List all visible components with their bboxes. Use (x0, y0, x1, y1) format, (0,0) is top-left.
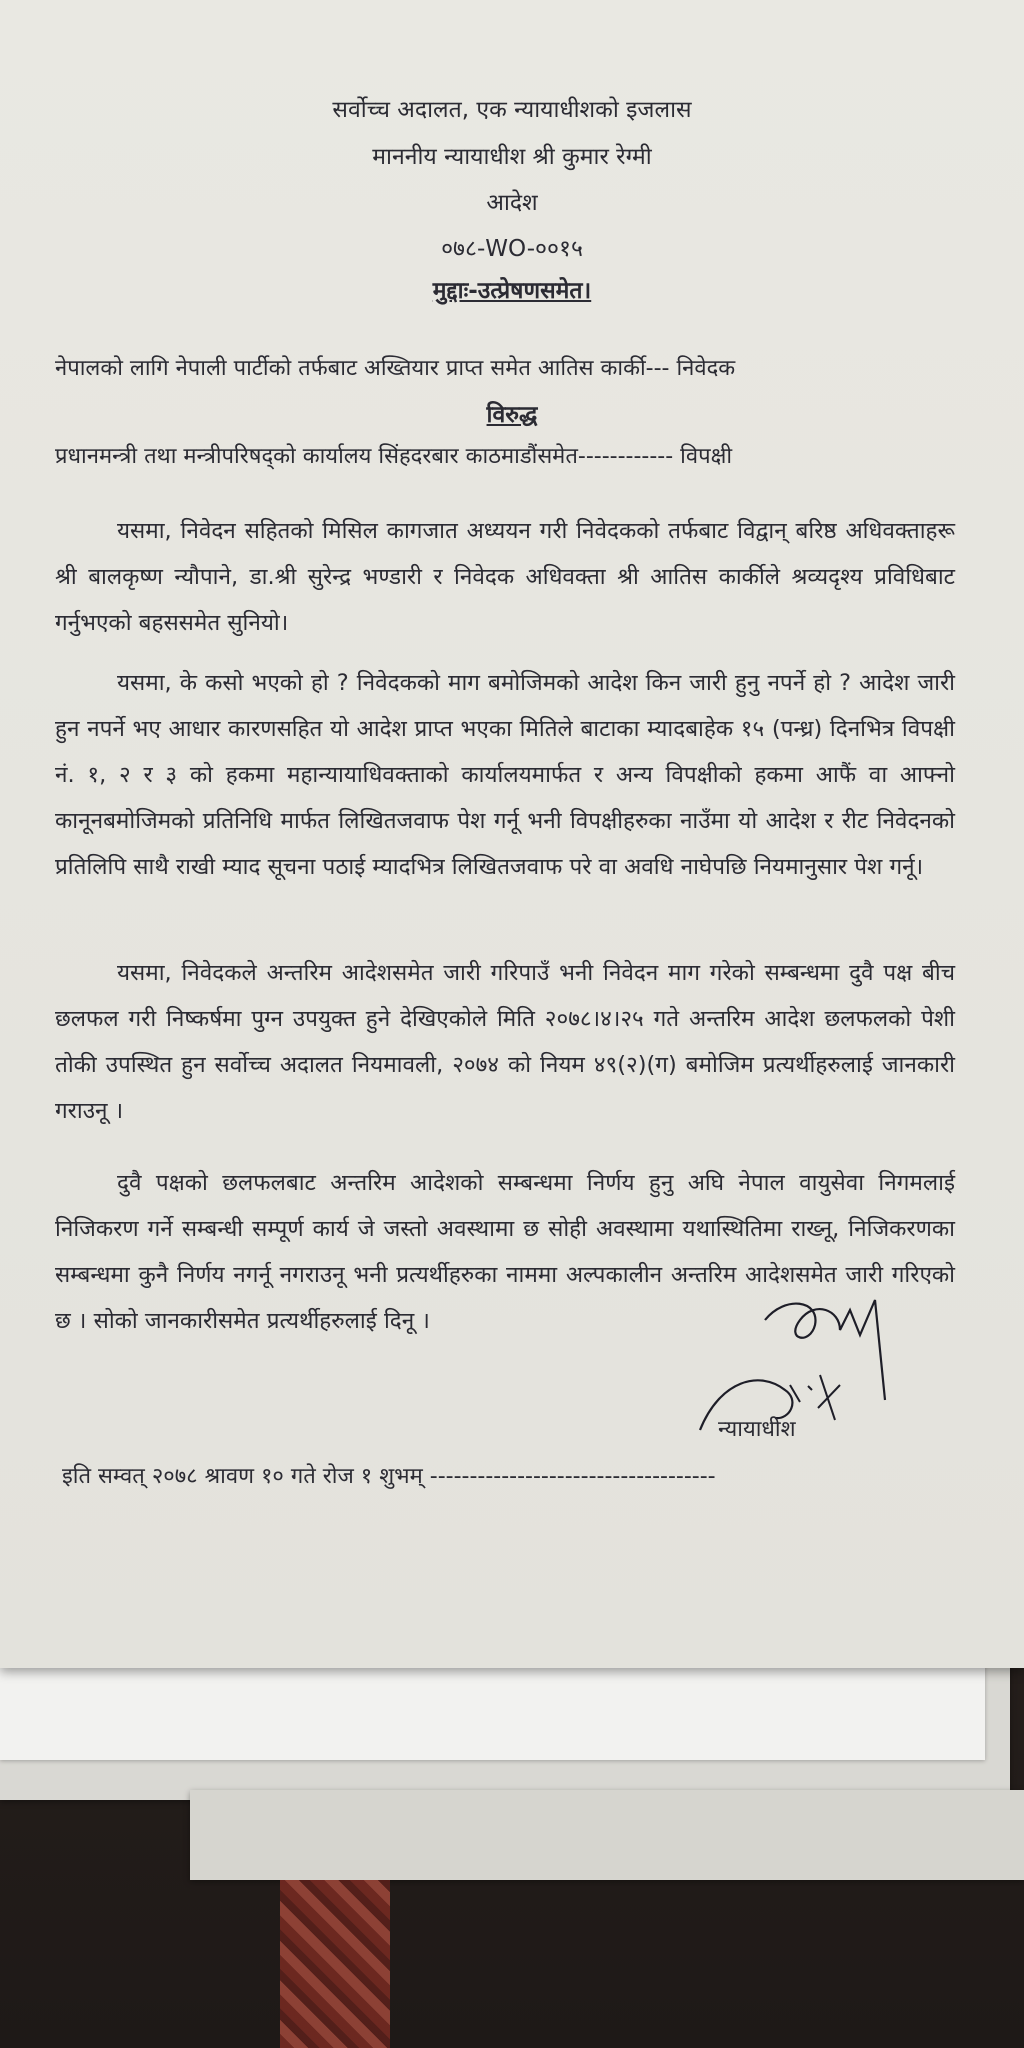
underlying-white-sheet (0, 1660, 985, 1760)
court-heading: सर्वोच्च अदालत, एक न्यायाधीशको इजलास (332, 97, 692, 123)
respondent-line: प्रधानमन्त्री तथा मन्त्रीपरिषद्को कार्यालय सिंहदरबार काठमाडौंसमेत------------ विपक्षी (55, 444, 733, 469)
versus-label: विरुद्ध (486, 402, 538, 428)
paragraph-4: दुवै पक्षको छलफलबाट अन्तरिम आदेशको सम्बन्धमा निर्णय हुनु अघि नेपाल वायुसेवा निगमलाई निजिकरण गर्ने सम्बन्धी सम्पूर्ण कार्य जे जस्तो अवस्थामा छ सोही अवस्थामा यथास्थितिमा राख्नू, निजिकरणका सम्बन्धमा कुनै निर्णय नगर्नू नगराउनू भनी प्रत्यर्थीहरुका नाममा अल्पकालीन अन्तरिम आदेशसमेत जारी गरिएको छ । सोको जानकारीसमेत प्रत्यर्थीहरुलाई दिनू । (55, 1170, 955, 1334)
paragraph-3: यसमा, निवेदकले अन्तरिम आदेशसमेत जारी गरिपाउँ भनी निवेदन माग गरेको सम्बन्धमा दुवै पक्ष बीच छलफल गरी निष्कर्षमा पुग्न उपयुक्त हुने देखिएकोले मिति २०७८।४।२५ गते अन्तरिम आदेश छलफलको पेशी तोकी उपस्थित हुन सर्वोच्च अदालत नियमावली, २०७४ को नियम ४९(२)(ग) बमोजिम प्रत्यर्थीहरुलाई जानकारी गराउनू । (55, 960, 955, 1124)
patterned-cloth (280, 1880, 390, 2048)
petitioner-line: नेपालको लागि नेपाली पार्टीको तर्फबाट अख्तियार प्राप्त समेत आतिस कार्की--- निवेदक (55, 356, 736, 381)
versus-wrap (0, 400, 1024, 430)
underlying-paper-lower (190, 1790, 1024, 1880)
date-line: इति सम्वत् २०७८ श्रावण १० गते रोज १ शुभम् ------------------------------------ (62, 1464, 716, 1489)
signature-title: न्यायाधीश (718, 1417, 796, 1442)
case-number: ०७८-WO-००१५ (441, 236, 583, 262)
paragraph-2: यसमा, के कसो भएको हो ? निवेदकको माग बमोजिमको आदेश किन जारी हुनु नपर्ने हो ? आदेश जारी हुन नपर्ने भए आधार कारणसहित यो आदेश प्राप्त भएका मितिले बाटाका म्यादबाहेक १५ (पन्ध्र) दिनभित्र विपक्षी नं. १, २ र ३ को हकमा महान्यायाधिवक्ताको कार्यालयमार्फत र अन्य विपक्षीको हकमा आफैं वा आफ्नो कानूनबमोजिमको प्रतिनिधि मार्फत लिखितजवाफ पेश गर्नू भनी विपक्षीहरुका नाउँमा यो आदेश र रीट निवेदनको प्रतिलिपि साथै राखी म्याद सूचना पठाई म्यादभित्र लिखितजवाफ परे वा अवधि नाघेपछि नियमानुसार पेश गर्नू। (55, 670, 955, 880)
subject-wrap (0, 276, 1024, 306)
case-subject: मुद्दाः-उत्प्रेषणसमेत। (432, 278, 592, 304)
judge-name: माननीय न्यायाधीश श्री कुमार रेग्मी (372, 144, 652, 170)
order-title: आदेश (486, 190, 538, 216)
paragraph-1: यसमा, निवेदन सहितको मिसिल कागजात अध्ययन गरी निवेदकको तर्फबाट विद्वान् बरिष्ठ अधिवक्ताहरू श्री बालकृष्ण न्यौपाने, डा.श्री सुरेन्द्र भण्डारी र निवेदक अधिवक्ता श्री आतिस कार्कीले श्रव्यदृश्य प्रविधिबाट गर्नुभएको बहससमेत सुनियो। (55, 518, 955, 636)
